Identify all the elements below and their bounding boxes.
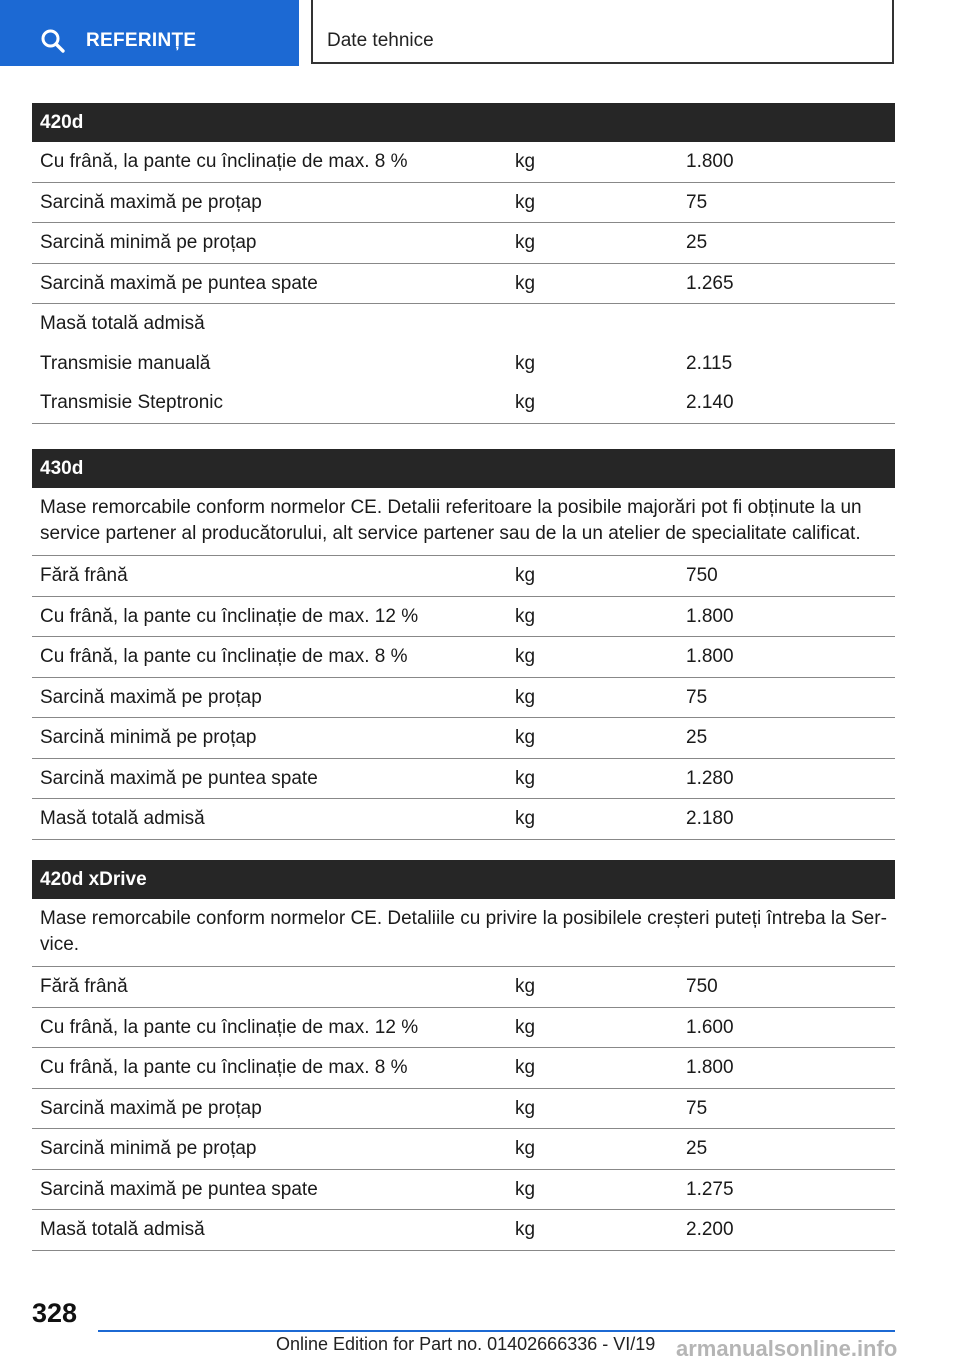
- row-value: 2.140: [686, 392, 734, 413]
- table-row: [32, 1008, 895, 1049]
- section-note: Mase remorcabile conform normelor CE. Detaliile cu privire la posibilele creșteri puteți întreba la Ser-vice.: [32, 899, 895, 967]
- row-value: 25: [686, 232, 708, 253]
- table-row: [32, 718, 895, 759]
- row-value: 1.275: [686, 1178, 734, 1200]
- row-unit: kg: [515, 151, 536, 172]
- row-unit: kg: [515, 976, 536, 997]
- row-unit: kg: [515, 1057, 536, 1078]
- chapter-title-box: [311, 0, 894, 64]
- row-unit: kg: [515, 1178, 536, 1200]
- row-label: Sarcină maximă pe proțap: [40, 686, 262, 708]
- row-unit: kg: [515, 191, 536, 213]
- row-label: Cu frână, la pante cu înclinație de max. 12 %: [40, 605, 419, 627]
- row-value: 1.800: [686, 1057, 734, 1078]
- row-value: 1.800: [686, 646, 734, 667]
- table-row: [32, 223, 895, 264]
- row-value: 750: [686, 565, 718, 586]
- row-label: Cu frână, la pante cu înclinație de max. 12 %: [40, 1016, 419, 1038]
- row-unit: kg: [515, 272, 536, 294]
- footer-divider: [98, 1330, 895, 1332]
- row-value: 750: [686, 976, 718, 997]
- row-value: 75: [686, 1097, 708, 1119]
- table-row: [32, 637, 895, 678]
- row-label: Cu frână, la pante cu înclinație de max. 8 %: [40, 1057, 408, 1078]
- table-row: [32, 967, 895, 1008]
- table-row: [32, 1129, 895, 1170]
- row-value: 2.115: [686, 352, 733, 374]
- row-label: Transmisie manuală: [40, 352, 211, 374]
- top-bar: [0, 0, 960, 66]
- group-label-row: [32, 304, 895, 344]
- group-label: Masă totală admisă: [40, 313, 205, 334]
- section-note: Mase remorcabile conform normelor CE. Detalii referitoare la posibile majorări pot fi obținute la un service partener al producătorului, alt service partener sau de la un atelier de specialitate calificat.: [32, 488, 895, 556]
- row-value: 25: [686, 1138, 708, 1159]
- row-label: Masă totală admisă: [40, 808, 205, 829]
- table-row: [32, 1210, 895, 1251]
- table-row: [32, 264, 895, 305]
- section-420d-xdrive: [32, 860, 895, 1251]
- row-label: Sarcină minimă pe proțap: [40, 1138, 257, 1159]
- table-row: [32, 759, 895, 800]
- table-row: [32, 799, 895, 840]
- table-row: [32, 1170, 895, 1211]
- edition-text: Online Edition for Part no. 01402666336 - VI/19: [276, 1334, 656, 1354]
- row-unit: kg: [515, 392, 536, 413]
- row-value: 1.800: [686, 151, 734, 172]
- table-row: [32, 597, 895, 638]
- section-title: 420d: [32, 103, 895, 142]
- row-value: 2.200: [686, 1219, 734, 1240]
- section-title: 420d xDrive: [32, 860, 895, 899]
- row-value: 1.280: [686, 767, 734, 789]
- row-unit: kg: [515, 232, 536, 253]
- table-row: [32, 142, 895, 183]
- row-label: Sarcină minimă pe proțap: [40, 232, 257, 253]
- table-row: [32, 678, 895, 719]
- chapter-title: Date tehnice: [327, 30, 434, 51]
- row-value: 25: [686, 727, 708, 748]
- row-label: Sarcină minimă pe proțap: [40, 727, 257, 748]
- table-row: [32, 344, 895, 384]
- section-420d: [32, 103, 895, 424]
- references-tab[interactable]: [0, 0, 299, 66]
- row-label: Fără frână: [40, 976, 128, 997]
- row-value: 75: [686, 686, 708, 708]
- row-value: 75: [686, 191, 708, 213]
- table-row: [32, 556, 895, 597]
- row-label: Sarcină maximă pe proțap: [40, 191, 262, 213]
- table-row: [32, 183, 895, 224]
- row-unit: kg: [515, 1016, 536, 1038]
- references-label: REFERINȚE: [86, 30, 197, 51]
- row-unit: kg: [515, 767, 536, 789]
- row-unit: kg: [515, 1219, 536, 1240]
- row-unit: kg: [515, 808, 536, 829]
- row-label: Sarcină maximă pe puntea spate: [40, 767, 318, 789]
- row-unit: kg: [515, 686, 536, 708]
- row-unit: kg: [515, 352, 536, 374]
- table-row: [32, 1089, 895, 1130]
- row-unit: kg: [515, 1097, 536, 1119]
- page-number: 328: [32, 1298, 78, 1328]
- row-value: 1.800: [686, 605, 734, 627]
- table-row: [32, 1048, 895, 1089]
- row-label: Cu frână, la pante cu înclinație de max. 8 %: [40, 646, 408, 667]
- row-unit: kg: [515, 605, 536, 627]
- row-unit: kg: [515, 565, 536, 586]
- row-value: 2.180: [686, 808, 734, 829]
- row-value: 1.265: [686, 272, 734, 294]
- section-title: 430d: [32, 449, 895, 488]
- row-label: Transmisie Steptronic: [40, 392, 224, 413]
- watermark-text: armanualsonline.info: [676, 1336, 898, 1361]
- row-unit: kg: [515, 646, 536, 667]
- row-value: 1.600: [686, 1016, 734, 1038]
- row-unit: kg: [515, 1138, 536, 1159]
- row-label: Sarcină maximă pe puntea spate: [40, 272, 318, 294]
- section-430d: [32, 449, 895, 840]
- search-icon: [40, 28, 66, 54]
- row-label: Sarcină maximă pe proțap: [40, 1097, 262, 1119]
- row-label: Fără frână: [40, 565, 128, 586]
- row-unit: kg: [515, 727, 536, 748]
- row-label: Sarcină maximă pe puntea spate: [40, 1178, 318, 1200]
- table-row: [32, 383, 895, 424]
- row-label: Masă totală admisă: [40, 1219, 205, 1240]
- row-label: Cu frână, la pante cu înclinație de max. 8 %: [40, 151, 408, 172]
